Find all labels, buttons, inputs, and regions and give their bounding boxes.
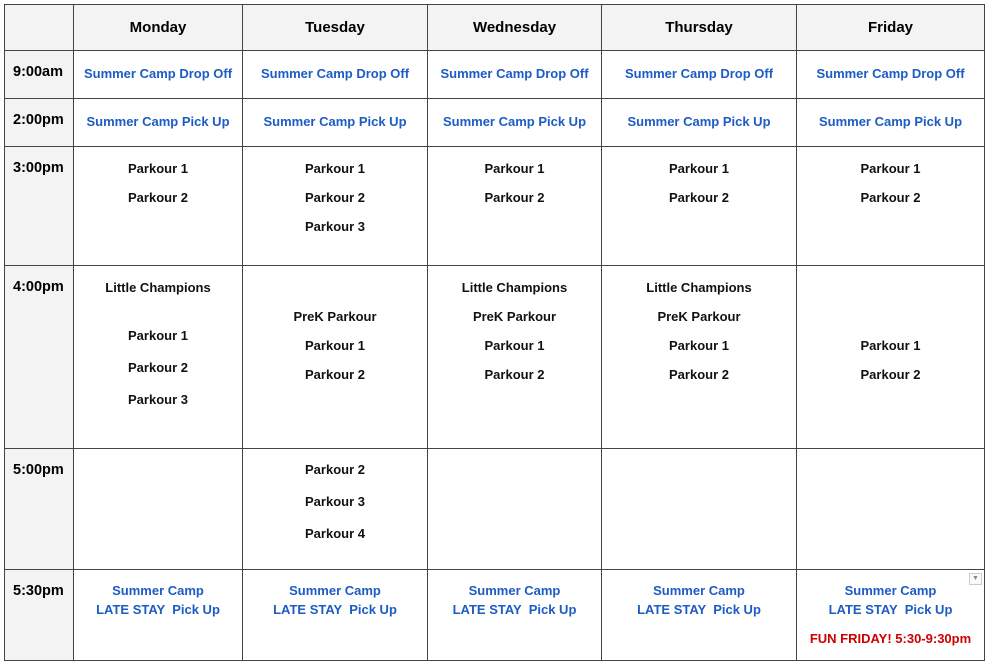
cell-mon-9am[interactable] — [74, 51, 243, 99]
cell-thu-3pm[interactable] — [602, 147, 797, 266]
time-text: 4:00pm — [13, 279, 64, 295]
cell-wed-530pm[interactable] — [428, 570, 602, 661]
event-class: Parkour 3 — [305, 219, 365, 234]
row-2pm — [5, 99, 985, 147]
header-row — [5, 5, 985, 51]
event-class: PreK Parkour — [657, 309, 741, 324]
late-stay-line-1: Summer Camp — [289, 583, 381, 598]
cell-thu-530pm[interactable] — [602, 570, 797, 661]
cell-mon-5pm[interactable] — [74, 449, 243, 570]
cell-thu-5pm[interactable] — [602, 449, 797, 570]
event-class: Parkour 1 — [669, 161, 729, 176]
cell-wed-2pm[interactable] — [428, 99, 602, 147]
event-class: Parkour 2 — [305, 462, 365, 477]
event-class: Parkour 2 — [860, 190, 921, 205]
cell-mon-3pm[interactable] — [74, 147, 243, 266]
time-label — [5, 570, 74, 661]
time-label — [5, 449, 74, 570]
event-class: PreK Parkour — [293, 309, 377, 324]
cell-tue-5pm[interactable] — [243, 449, 428, 570]
cell-fri-9am[interactable] — [797, 51, 985, 99]
row-9am — [5, 51, 985, 99]
event-pick-up: Summer Camp Pick Up — [263, 114, 407, 129]
event-class: Parkour 2 — [128, 360, 188, 375]
cell-tue-2pm[interactable] — [243, 99, 428, 147]
day-header-tuesday: Tuesday — [243, 5, 428, 51]
fun-friday-note: FUN FRIDAY! 5:30-9:30pm — [809, 631, 972, 646]
time-label — [5, 266, 74, 449]
event-class: Little Champions — [646, 280, 752, 295]
event-class: Parkour 2 — [669, 190, 729, 205]
event-drop-off: Summer Camp Drop Off — [816, 66, 965, 81]
event-class: Parkour 1 — [484, 338, 545, 353]
event-class: Parkour 4 — [305, 526, 365, 541]
event-pick-up: Summer Camp Pick Up — [86, 114, 230, 129]
time-text: 9:00am — [13, 64, 63, 80]
event-class: Parkour 1 — [128, 161, 188, 176]
time-label — [5, 99, 74, 147]
cell-fri-2pm[interactable] — [797, 99, 985, 147]
event-drop-off: Summer Camp Drop Off — [260, 66, 410, 81]
event-class: Parkour 2 — [484, 190, 545, 205]
late-stay-line-2: LATE STAY Pick Up — [96, 602, 220, 617]
cell-wed-4pm[interactable] — [428, 266, 602, 449]
time-label — [5, 51, 74, 99]
late-stay-line-2: LATE STAY Pick Up — [452, 602, 577, 617]
event-class: Parkour 2 — [860, 367, 921, 382]
late-stay-line-2: LATE STAY Pick Up — [637, 602, 761, 617]
event-pick-up: Summer Camp Pick Up — [627, 114, 771, 129]
triangle-down-icon[interactable]: ▼ — [969, 573, 982, 585]
event-class: Parkour 1 — [128, 328, 188, 343]
cell-fri-5pm[interactable] — [797, 449, 985, 570]
row-530pm — [5, 570, 985, 661]
event-class: Parkour 1 — [305, 161, 365, 176]
late-stay-line-1: Summer Camp — [844, 583, 937, 598]
late-stay-line-2: LATE STAY Pick Up — [273, 602, 397, 617]
cell-tue-3pm[interactable] — [243, 147, 428, 266]
event-class: Parkour 2 — [484, 367, 545, 382]
cell-tue-530pm[interactable] — [243, 570, 428, 661]
event-class: Parkour 3 — [128, 392, 188, 407]
event-class: Parkour 1 — [860, 338, 921, 353]
cell-fri-530pm[interactable] — [797, 570, 985, 661]
event-class: Little Champions — [461, 280, 568, 295]
cell-tue-9am[interactable] — [243, 51, 428, 99]
row-3pm — [5, 147, 985, 266]
cell-thu-4pm[interactable] — [602, 266, 797, 449]
event-class: PreK Parkour — [472, 309, 557, 324]
corner-cell — [5, 5, 74, 51]
time-text: 5:00pm — [13, 462, 64, 478]
event-class: Parkour 1 — [305, 338, 365, 353]
event-drop-off: Summer Camp Drop Off — [624, 66, 774, 81]
event-class: Parkour 2 — [128, 190, 188, 205]
event-class: Parkour 1 — [860, 161, 921, 176]
cell-tue-4pm[interactable] — [243, 266, 428, 449]
late-stay-line-2: LATE STAY Pick Up — [828, 602, 953, 617]
cell-mon-530pm[interactable] — [74, 570, 243, 661]
late-stay-line-1: Summer Camp — [653, 583, 745, 598]
schedule-table — [4, 4, 985, 661]
time-label — [5, 147, 74, 266]
event-class: Parkour 3 — [305, 494, 365, 509]
event-drop-off: Summer Camp Drop Off — [440, 66, 589, 81]
day-header-monday: Monday — [74, 5, 243, 51]
time-text: 2:00pm — [13, 112, 64, 128]
day-header-friday: Friday — [797, 5, 985, 51]
cell-thu-2pm[interactable] — [602, 99, 797, 147]
time-text: 5:30pm — [13, 583, 64, 599]
cell-fri-4pm[interactable] — [797, 266, 985, 449]
cell-wed-9am[interactable] — [428, 51, 602, 99]
cell-thu-9am[interactable] — [602, 51, 797, 99]
cell-mon-4pm[interactable] — [74, 266, 243, 449]
cell-mon-2pm[interactable] — [74, 99, 243, 147]
row-4pm — [5, 266, 985, 449]
late-stay-line-1: Summer Camp — [468, 583, 561, 598]
event-class: Parkour 2 — [669, 367, 729, 382]
cell-fri-3pm[interactable] — [797, 147, 985, 266]
cell-wed-3pm[interactable] — [428, 147, 602, 266]
event-drop-off: Summer Camp Drop Off — [83, 66, 233, 81]
day-header-wednesday: Wednesday — [428, 5, 602, 51]
event-class: Parkour 2 — [305, 367, 365, 382]
event-class: Parkour 2 — [305, 190, 365, 205]
day-header-thursday: Thursday — [602, 5, 797, 51]
event-class: Parkour 1 — [669, 338, 729, 353]
event-pick-up: Summer Camp Pick Up — [442, 114, 587, 129]
event-pick-up: Summer Camp Pick Up — [818, 114, 963, 129]
event-class: Parkour 1 — [484, 161, 545, 176]
time-text: 3:00pm — [13, 160, 64, 176]
late-stay-line-1: Summer Camp — [112, 583, 204, 598]
cell-wed-5pm[interactable] — [428, 449, 602, 570]
event-class: Little Champions — [105, 280, 211, 295]
row-5pm — [5, 449, 985, 570]
